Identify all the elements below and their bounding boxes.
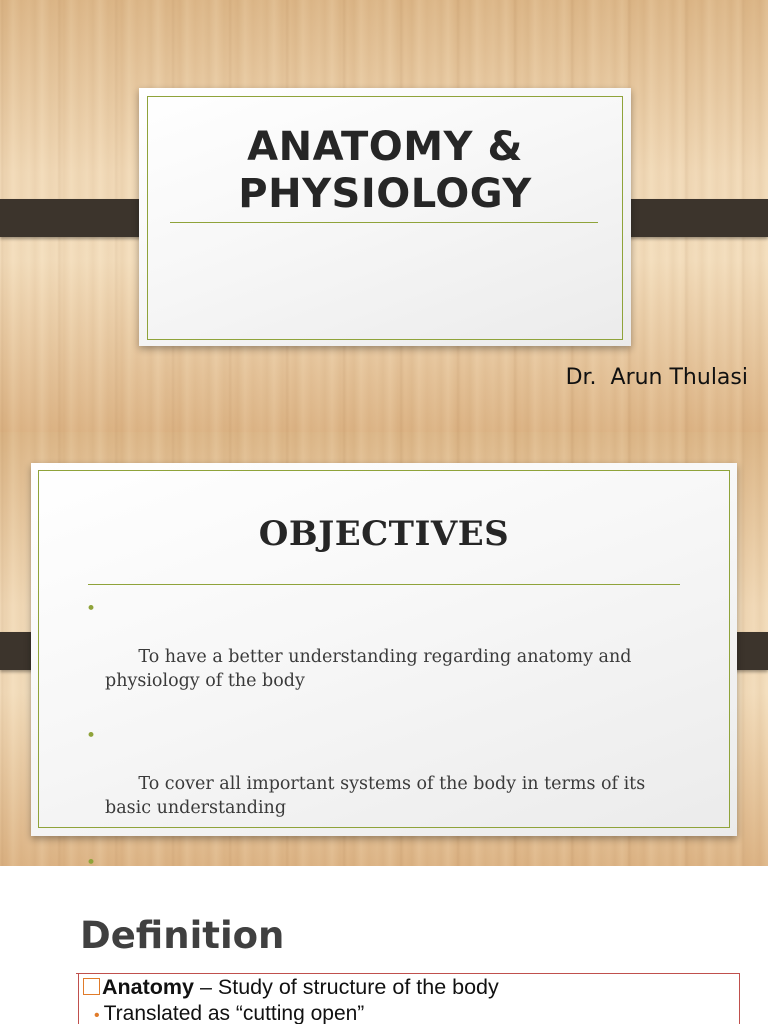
- definition-title: Definition: [80, 914, 285, 957]
- slide-definition: [0, 866, 768, 1024]
- slide-objectives: [0, 432, 768, 866]
- slide-title: [0, 0, 768, 432]
- list-item-text: To cover all important systems of the body in terms of its basic understanding: [105, 774, 651, 818]
- objectives-title: OBJECTIVES: [258, 514, 510, 554]
- presentation-title: ANATOMY & PHYSIOLOGY: [238, 124, 532, 217]
- bullet-icon: •: [94, 1007, 100, 1024]
- list-item: [86, 724, 686, 844]
- bullet-icon: •: [86, 599, 97, 619]
- objectives-underline: [88, 584, 680, 585]
- definition-text: – Study of structure of the body: [193, 975, 499, 999]
- list-item: [86, 597, 686, 717]
- author-name: Dr. Arun Thulasi: [565, 365, 748, 390]
- left-band: [0, 199, 155, 237]
- list-item-text: To have a better understanding regarding anatomy and physiology of the body: [105, 647, 638, 691]
- definition-box-tick: [76, 973, 78, 974]
- definition-line: [83, 975, 499, 1000]
- checkbox-bullet-icon: [83, 978, 100, 995]
- definition-term: Anatomy: [102, 975, 194, 999]
- bullet-icon: •: [86, 726, 97, 746]
- definition-sub-text: Translated as “cutting open”: [103, 1002, 365, 1024]
- title-underline: [170, 222, 598, 223]
- bullet-icon: •: [86, 853, 97, 866]
- objectives-list: [86, 597, 686, 866]
- list-item: [86, 851, 686, 866]
- right-band: [613, 199, 768, 237]
- definition-sub-line: [94, 1002, 364, 1024]
